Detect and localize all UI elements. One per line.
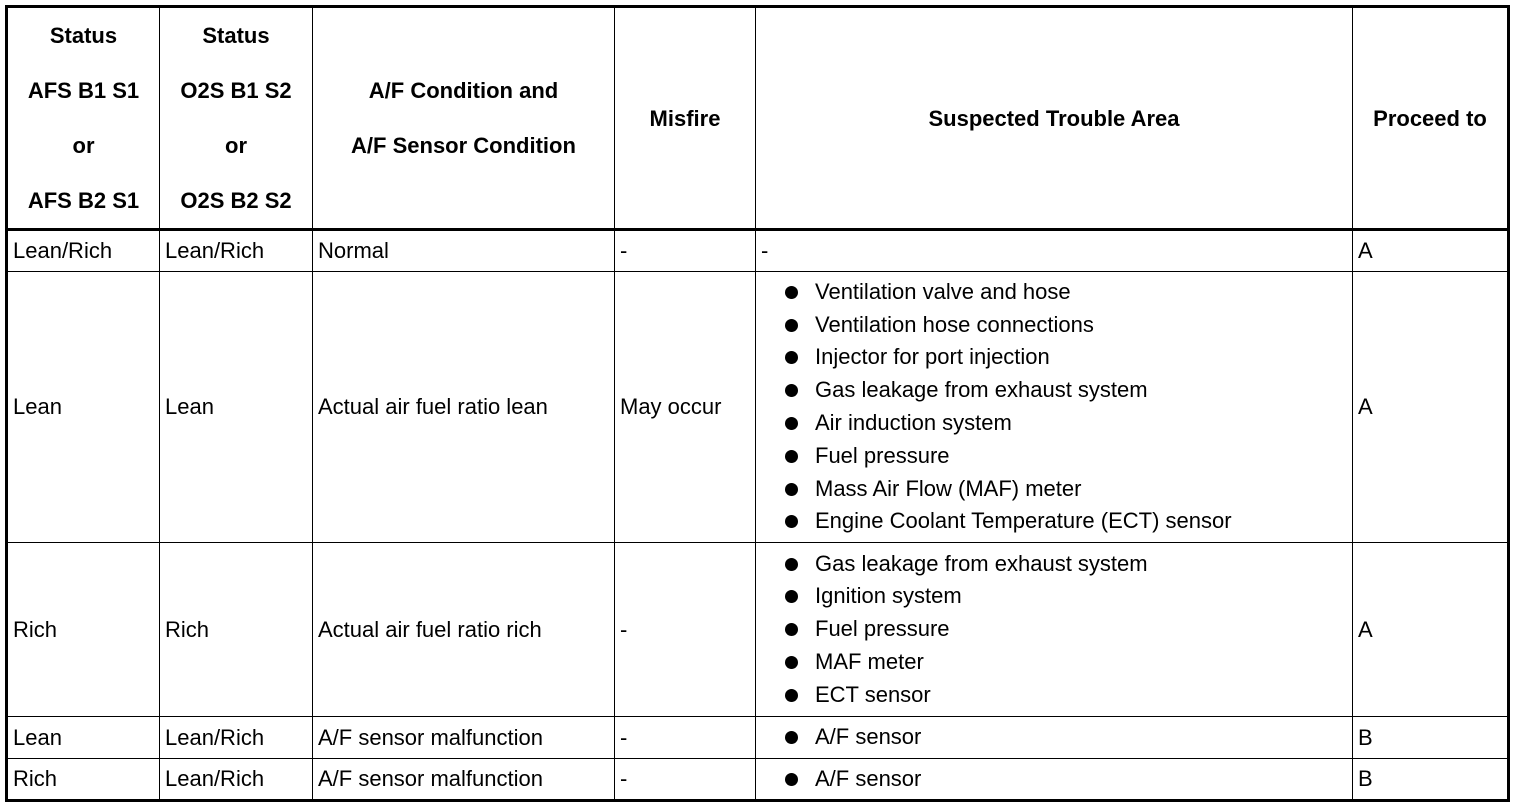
list-item: Ventilation hose connections	[781, 309, 1347, 342]
o2s-status-cell: Lean	[160, 272, 313, 543]
list-item: Gas leakage from exhaust system	[781, 374, 1347, 407]
list-item: Ignition system	[781, 580, 1347, 613]
header-line: Status	[202, 23, 270, 48]
header-trouble-area	[756, 7, 1353, 230]
table-row	[7, 272, 1509, 543]
afs-status-cell: Rich	[7, 759, 160, 801]
header-line: Suspected Trouble Area	[928, 105, 1180, 131]
list-item: A/F sensor	[781, 763, 1347, 796]
table-row	[7, 230, 1509, 272]
afs-status-cell: Lean/Rich	[7, 230, 160, 272]
trouble-area-cell	[756, 543, 1353, 717]
afs-status-cell: Lean	[7, 717, 160, 759]
afs-status-cell: Lean	[7, 272, 160, 543]
afs-status-cell: Rich	[7, 543, 160, 717]
o2s-status-cell: Lean/Rich	[160, 717, 313, 759]
misfire-cell: -	[615, 543, 756, 717]
header-misfire	[615, 7, 756, 230]
condition-cell: A/F sensor malfunction	[313, 717, 615, 759]
trouble-list	[761, 276, 1347, 538]
condition-cell: Normal	[313, 230, 615, 272]
header-line: Status	[49, 23, 118, 48]
header-row	[7, 7, 1509, 230]
diagnosis-table	[5, 5, 1510, 802]
header-line: A/F Condition and	[368, 78, 559, 103]
list-item: Ventilation valve and hose	[781, 276, 1347, 309]
trouble-list	[761, 721, 1347, 754]
table-row	[7, 717, 1509, 759]
proceed-cell: A	[1353, 230, 1509, 272]
table-row	[7, 759, 1509, 801]
header-line: or	[72, 133, 95, 158]
list-item: Engine Coolant Temperature (ECT) sensor	[781, 505, 1347, 538]
header-af-condition	[313, 7, 615, 230]
proceed-cell: A	[1353, 543, 1509, 717]
list-item: ECT sensor	[781, 679, 1347, 712]
list-item: Fuel pressure	[781, 613, 1347, 646]
misfire-cell: -	[615, 230, 756, 272]
list-item: Gas leakage from exhaust system	[781, 548, 1347, 581]
trouble-list	[761, 548, 1347, 712]
header-line: AFS B2 S1	[27, 188, 140, 213]
list-item: Air induction system	[781, 407, 1347, 440]
list-item: Injector for port injection	[781, 341, 1347, 374]
header-line: A/F Sensor Condition	[351, 133, 576, 158]
list-item: A/F sensor	[781, 721, 1347, 754]
header-line: Misfire	[649, 105, 721, 131]
trouble-list	[761, 763, 1347, 796]
header-line: AFS B1 S1	[27, 78, 140, 103]
proceed-cell: B	[1353, 717, 1509, 759]
list-item: Fuel pressure	[781, 440, 1347, 473]
condition-cell: Actual air fuel ratio lean	[313, 272, 615, 543]
header-afs-status	[7, 7, 160, 230]
trouble-area-cell	[756, 759, 1353, 801]
misfire-cell: May occur	[615, 272, 756, 543]
misfire-cell: -	[615, 759, 756, 801]
trouble-area-cell: -	[756, 230, 1353, 272]
header-line: O2S B2 S2	[180, 188, 292, 213]
header-line: O2S B1 S2	[180, 78, 292, 103]
o2s-status-cell: Lean/Rich	[160, 230, 313, 272]
table-row	[7, 543, 1509, 717]
condition-cell: A/F sensor malfunction	[313, 759, 615, 801]
header-line: Proceed to	[1373, 105, 1487, 131]
proceed-cell: A	[1353, 272, 1509, 543]
trouble-area-cell	[756, 717, 1353, 759]
list-item: MAF meter	[781, 646, 1347, 679]
condition-cell: Actual air fuel ratio rich	[313, 543, 615, 717]
trouble-area-cell	[756, 272, 1353, 543]
header-line: or	[225, 133, 247, 158]
header-proceed-to	[1353, 7, 1509, 230]
list-item: Mass Air Flow (MAF) meter	[781, 473, 1347, 506]
misfire-cell: -	[615, 717, 756, 759]
o2s-status-cell: Lean/Rich	[160, 759, 313, 801]
header-o2s-status	[160, 7, 313, 230]
o2s-status-cell: Rich	[160, 543, 313, 717]
proceed-cell: B	[1353, 759, 1509, 801]
